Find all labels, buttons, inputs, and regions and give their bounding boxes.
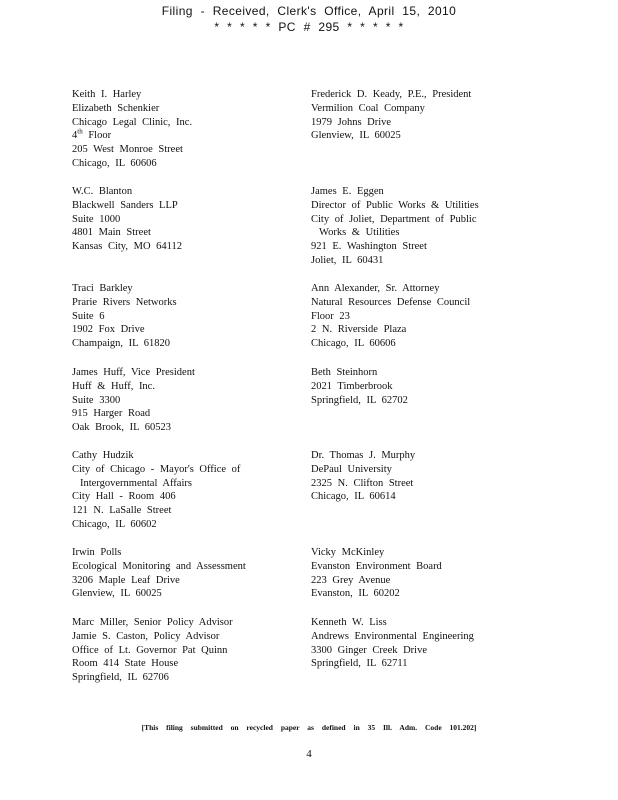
address-line: Works & Utilities	[319, 227, 400, 239]
address-line: Ann Alexander, Sr. Attorney	[311, 283, 440, 294]
address-line: Keith I. Harley	[72, 89, 142, 100]
address-block	[311, 366, 408, 407]
address-line: Champaign, IL 61820	[72, 338, 171, 350]
address-line: Beth Steinhorn	[311, 367, 378, 378]
address-line: Traci Barkley	[72, 283, 133, 294]
address-line: Room 414 State House	[72, 658, 179, 670]
address-line: Cathy Hudzik	[72, 450, 134, 461]
address-line: Glenview, IL 60025	[72, 588, 162, 600]
address-line: Intergovernmental Affairs	[80, 477, 192, 489]
address-line: Floor 23	[311, 310, 350, 322]
address-line: Office of Lt. Governor Pat Quinn	[72, 644, 228, 656]
ordinal-suffix: th	[77, 127, 83, 136]
address-line: Prarie Rivers Networks	[72, 296, 177, 308]
address-line: Vermilion Coal Company	[311, 102, 425, 114]
address-line: 915 Harger Road	[72, 408, 151, 420]
address-block	[311, 282, 470, 351]
address-block	[72, 366, 195, 435]
address-line: DePaul University	[311, 463, 392, 475]
address-line: Vicky McKinley	[311, 547, 385, 558]
address-line: Chicago Legal Clinic, Inc.	[72, 116, 193, 128]
floor-word: Floor	[88, 130, 112, 142]
address-line: Chicago, IL 60602	[72, 518, 157, 530]
address-line: 223 Grey Avenue	[311, 574, 391, 586]
recycled-paper-notice: [This filing submitted on recycled paper as defined in 35 Ill. Adm. Code 101.202]	[141, 723, 477, 732]
address-line: 2 N. Riverside Plaza	[311, 324, 407, 336]
address-line: 1979 Johns Drive	[311, 116, 392, 128]
address-block	[311, 185, 479, 268]
address-line: Irwin Polls	[72, 547, 122, 558]
address-line: Natural Resources Defense Council	[311, 296, 471, 308]
address-block	[72, 185, 182, 254]
address-line: 921 E. Washington Street	[311, 241, 427, 253]
address-line: 2021 Timberbrook	[311, 380, 393, 392]
address-line: Andrews Environmental Engineering	[311, 630, 474, 642]
address-line: Kenneth W. Liss	[311, 617, 387, 628]
address-line: Kansas City, MO 64112	[72, 241, 183, 253]
address-block	[72, 449, 240, 532]
address-line: Springfield, IL 62702	[311, 394, 408, 406]
address-line: Joliet, IL 60431	[311, 254, 384, 266]
address-line: 1902 Fox Drive	[72, 324, 145, 336]
address-line: City of Chicago - Mayor's Office of	[72, 463, 241, 475]
address-block	[72, 88, 192, 171]
address-line: 4801 Main Street	[72, 227, 151, 239]
address-line: Dr. Thomas J. Murphy	[311, 450, 416, 461]
address-line: James Huff, Vice President	[72, 367, 195, 378]
address-block	[311, 449, 415, 504]
page-number: 4	[306, 748, 312, 760]
address-block	[72, 282, 177, 351]
address-line: Suite 3300	[72, 394, 121, 406]
floor-number: 4	[72, 130, 78, 142]
address-line: Suite 1000	[72, 213, 121, 225]
address-line: James E. Eggen	[311, 186, 384, 197]
address-block	[311, 546, 442, 601]
address-line	[72, 129, 192, 143]
address-line: City Hall - Room 406	[72, 491, 176, 503]
address-line: W.C. Blanton	[72, 186, 133, 197]
address-line: Chicago, IL 60606	[72, 157, 157, 169]
address-line: Chicago, IL 60606	[311, 338, 396, 350]
address-line: Frederick D. Keady, P.E., President	[311, 89, 472, 100]
address-line: Glenview, IL 60025	[311, 130, 401, 142]
address-line: Blackwell Sanders LLP	[72, 199, 178, 211]
address-line: Chicago, IL 60614	[311, 491, 396, 503]
address-line: Huff & Huff, Inc.	[72, 380, 155, 392]
address-block	[311, 616, 474, 671]
filing-stamp-line: Filing - Received, Clerk's Office, April 15, 2010	[161, 4, 457, 18]
address-line: Director of Public Works & Utilities	[311, 199, 479, 211]
address-line: Elizabeth Schenkier	[72, 102, 160, 114]
address-line: Evanston, IL 60202	[311, 588, 400, 600]
address-line: Oak Brook, IL 60523	[72, 422, 172, 434]
address-line: 205 West Monroe Street	[72, 144, 183, 156]
address-line: 2325 N. Clifton Street	[311, 477, 414, 489]
address-line: Suite 6	[72, 310, 105, 322]
address-line: Springfield, IL 62706	[72, 672, 169, 684]
address-line: 3206 Maple Leaf Drive	[72, 574, 180, 586]
address-line: 121 N. LaSalle Street	[72, 505, 172, 517]
address-line: 3300 Ginger Creek Drive	[311, 644, 428, 656]
address-line: Evanston Environment Board	[311, 560, 442, 572]
address-block	[72, 546, 246, 601]
address-line: City of Joliet, Department of Public	[311, 213, 477, 225]
address-block	[72, 616, 233, 685]
address-line: Marc Miller, Senior Policy Advisor	[72, 617, 233, 628]
address-block	[311, 88, 471, 143]
pc-number-line: * * * * * PC # 295 * * * * *	[214, 20, 404, 34]
address-line: Ecological Monitoring and Assessment	[72, 560, 246, 572]
address-line: Jamie S. Caston, Policy Advisor	[72, 630, 220, 642]
address-line: Springfield, IL 62711	[311, 658, 408, 670]
